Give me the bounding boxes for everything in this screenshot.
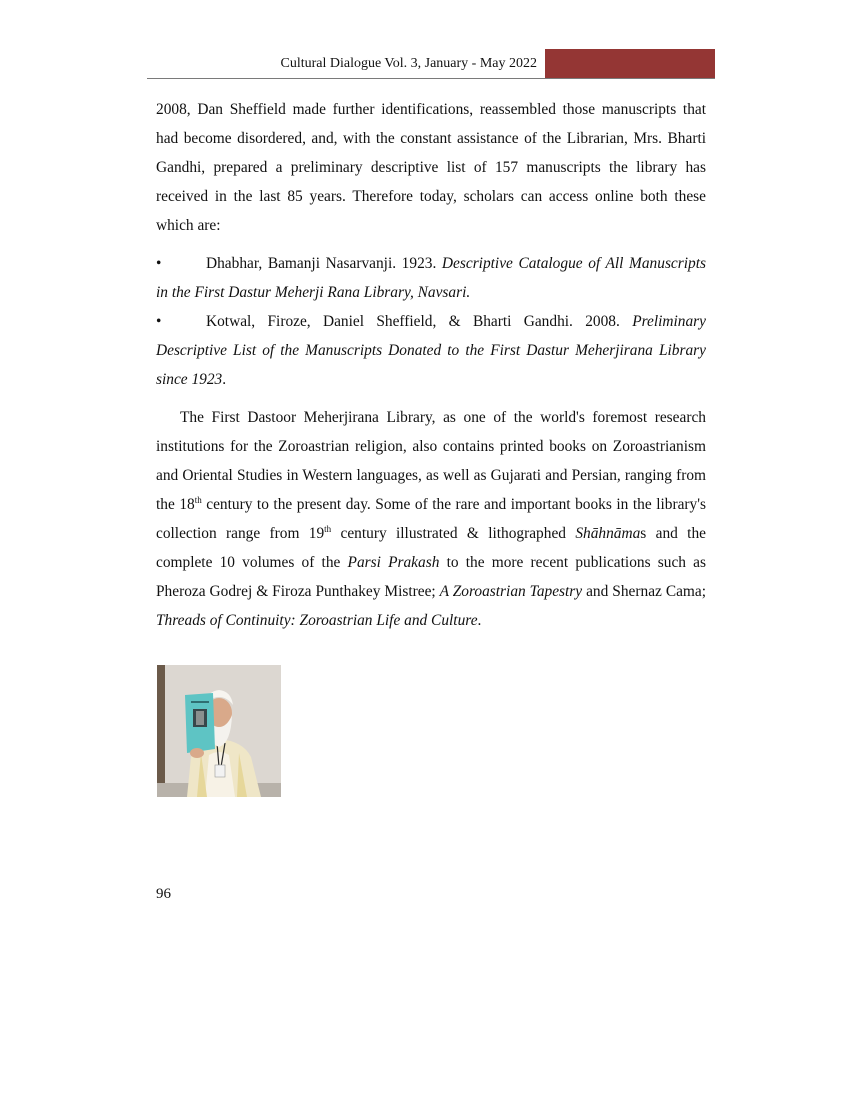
- paragraph-library: [156, 403, 706, 635]
- text-run: and Shernaz Cama;: [582, 583, 706, 600]
- header-accent-bar: [545, 49, 715, 78]
- text-run: to the more recent publications such as Pheroza Godrej & Firoza Punthakey Mistree;: [156, 554, 706, 600]
- reference-item-2: [156, 307, 706, 394]
- body-text: [156, 95, 706, 635]
- text-run: century to the present day. Some of the rare and important books in the library's collection range from 19: [156, 496, 706, 542]
- reference-end: .: [222, 371, 227, 388]
- text-run: century illustrated & lithographed: [331, 525, 576, 542]
- bullet-symbol: •: [156, 255, 162, 272]
- reference-authors: Kotwal, Firoze, Daniel Sheffield, & Bharti Gandhi. 2008.: [206, 313, 633, 330]
- reference-title: Preliminary Descriptive List of the Manuscripts Donated to the First Dastur Meherjirana Library since 1923: [156, 313, 706, 388]
- reference-item-1: [156, 249, 706, 307]
- reference-title: Descriptive Catalogue of All Manuscripts in the First Dastur Meherji Rana Library, Navsari.: [156, 255, 706, 301]
- reference-authors: Dhabhar, Bamanji Nasarvanji. 1923.: [206, 255, 442, 272]
- italic-title: A Zoroastrian Tapestry: [439, 583, 583, 600]
- page-number: 96: [156, 886, 171, 902]
- text-run: .: [477, 612, 482, 629]
- text-run: The First Dastoor Meherjirana Library, as one of the world's foremost research institutions for the Zoroastrian religion, also contains printed books on Zoroastrianism and Oriental Studies in Western languages, as well as Gujarati and Persian, ranging from the 18: [156, 409, 706, 513]
- text-run: s and the complete 10 volumes of the: [156, 525, 706, 571]
- photo-illustration: [157, 665, 281, 797]
- superscript: th: [324, 524, 332, 534]
- header-rule: [147, 78, 715, 79]
- photo-scholar-holding-book: [157, 665, 281, 797]
- bullet-symbol: •: [156, 313, 162, 330]
- italic-title: Parsi Prakash: [347, 554, 440, 571]
- paragraph-intro: 2008, Dan Sheffield made further identifications, reassembled those manuscripts that had become disordered, and, with the constant assistance of the Librarian, Mrs. Bharti Gandhi, prepared a preliminary descriptive list of 157 manuscripts the library has received in the last 85 years. Therefore today, scholars can access online both these which are:: [156, 101, 706, 234]
- running-header: [147, 49, 715, 79]
- italic-title: Shāhnāma: [575, 525, 641, 542]
- journal-title: Cultural Dialogue Vol. 3, January - May 2022: [280, 56, 537, 71]
- superscript: th: [194, 495, 202, 505]
- italic-title: Threads of Continuity: Zoroastrian Life and Culture: [156, 612, 478, 629]
